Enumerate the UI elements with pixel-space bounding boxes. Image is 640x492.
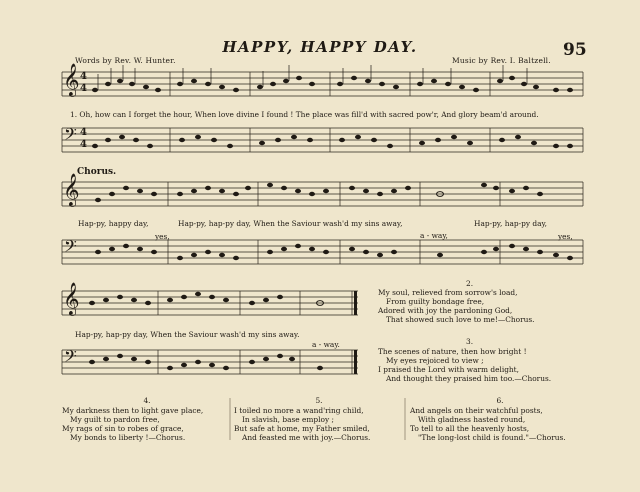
- stanza-6-line-3: To tell to all the heavenly hosts,: [410, 424, 530, 433]
- stanza-3-line-1: The scenes of nature, then how bright !: [378, 347, 527, 356]
- bass-yes-1: yes,: [155, 232, 170, 241]
- chorus-lyric-1c: Hap-py, hap-py day,: [474, 219, 548, 228]
- time-signature-top: 4: [80, 71, 87, 82]
- treble-clef-icon: 𝄞: [63, 63, 80, 96]
- stanza-4-line-3: My rags of sin to robes of grace,: [62, 424, 184, 433]
- bass-away-2: a - way.: [312, 340, 340, 349]
- music-credit: Music by Rev. I. Baltzell.: [452, 56, 551, 65]
- stanza-3-line-2: My eyes rejoiced to view ;: [386, 356, 484, 365]
- stanza-3-line-4: And thought they praised him too.—Chorus.: [386, 374, 552, 383]
- stanza-5-line-1: I toiled no more a wand'ring child,: [234, 406, 364, 415]
- stanza-3-line-3: I praised the Lord with warm delight,: [378, 365, 520, 374]
- page-number: 95: [563, 40, 587, 60]
- stanza-5-number: 5.: [315, 396, 323, 405]
- stanza-2-line-3: Adored with joy the pardoning God,: [378, 306, 513, 315]
- stanza-3-number: 3.: [466, 337, 474, 346]
- time-signature-top-bass: 4: [80, 127, 87, 138]
- stanza-6-line-1: And angels on their watchful posts,: [410, 406, 543, 415]
- stanza-2-line-1: My soul, relieved from sorrow's load,: [378, 288, 518, 297]
- stanza-6-line-2: With gladness hasted round,: [418, 415, 526, 424]
- stanza-4-line-1: My darkness then to light gave place,: [62, 406, 204, 415]
- chorus-lyric-1b: Hap-py, hap-py day, When the Saviour wash'd my sins away,: [178, 219, 403, 228]
- stanza-6-number: 6.: [496, 396, 504, 405]
- treble-clef-icon-3: 𝄞: [63, 282, 80, 315]
- stanza-5-line-3: But safe at home, my Father smiled,: [234, 424, 370, 433]
- time-signature-bottom-bass: 4: [80, 139, 87, 150]
- words-credit: Words by Rev. W. Hunter.: [75, 56, 176, 65]
- stanza-2-number: 2.: [466, 279, 474, 288]
- bass-clef-icon-2: 𝄢: [64, 236, 77, 260]
- bass-yes-2: yes,: [558, 232, 573, 241]
- stanza-4-line-2: My guilt to pardon free,: [70, 415, 160, 424]
- stanza-5-line-4: And feasted me with joy.—Chorus.: [242, 433, 371, 442]
- chorus-lyric-2: Hap-py, hap-py day, When the Saviour wash'd my sins away.: [75, 330, 300, 339]
- time-signature-bottom: 4: [80, 83, 87, 94]
- stanza-5-line-2: In slavish, base employ ;: [242, 415, 334, 424]
- verse-1-lyric: 1. Oh, how can I forget the hour, When love divine I found ! The place was fill'd with sacred pow'r, And glory beam'd around.: [70, 110, 539, 119]
- hymn-title: HAPPY, HAPPY DAY.: [222, 38, 418, 56]
- bass-away-1: a - way,: [420, 231, 448, 240]
- chorus-label: Chorus.: [77, 167, 117, 177]
- stanza-2-line-4: That showed such love to me!—Chorus.: [386, 315, 535, 324]
- bass-clef-icon: 𝄢: [64, 124, 77, 148]
- treble-clef-icon-2: 𝄞: [63, 173, 80, 206]
- chorus-lyric-1a: Hap-py, happy day,: [78, 219, 149, 228]
- stanza-6-line-4: "The long-lost child is found."—Chorus.: [418, 433, 566, 442]
- stanza-2-line-2: From guilty bondage free,: [386, 297, 485, 306]
- bass-clef-icon-3: 𝄢: [64, 346, 77, 370]
- stanza-4-number: 4.: [143, 396, 151, 405]
- stanza-4-line-4: My bonds to liberty !—Chorus.: [70, 433, 186, 442]
